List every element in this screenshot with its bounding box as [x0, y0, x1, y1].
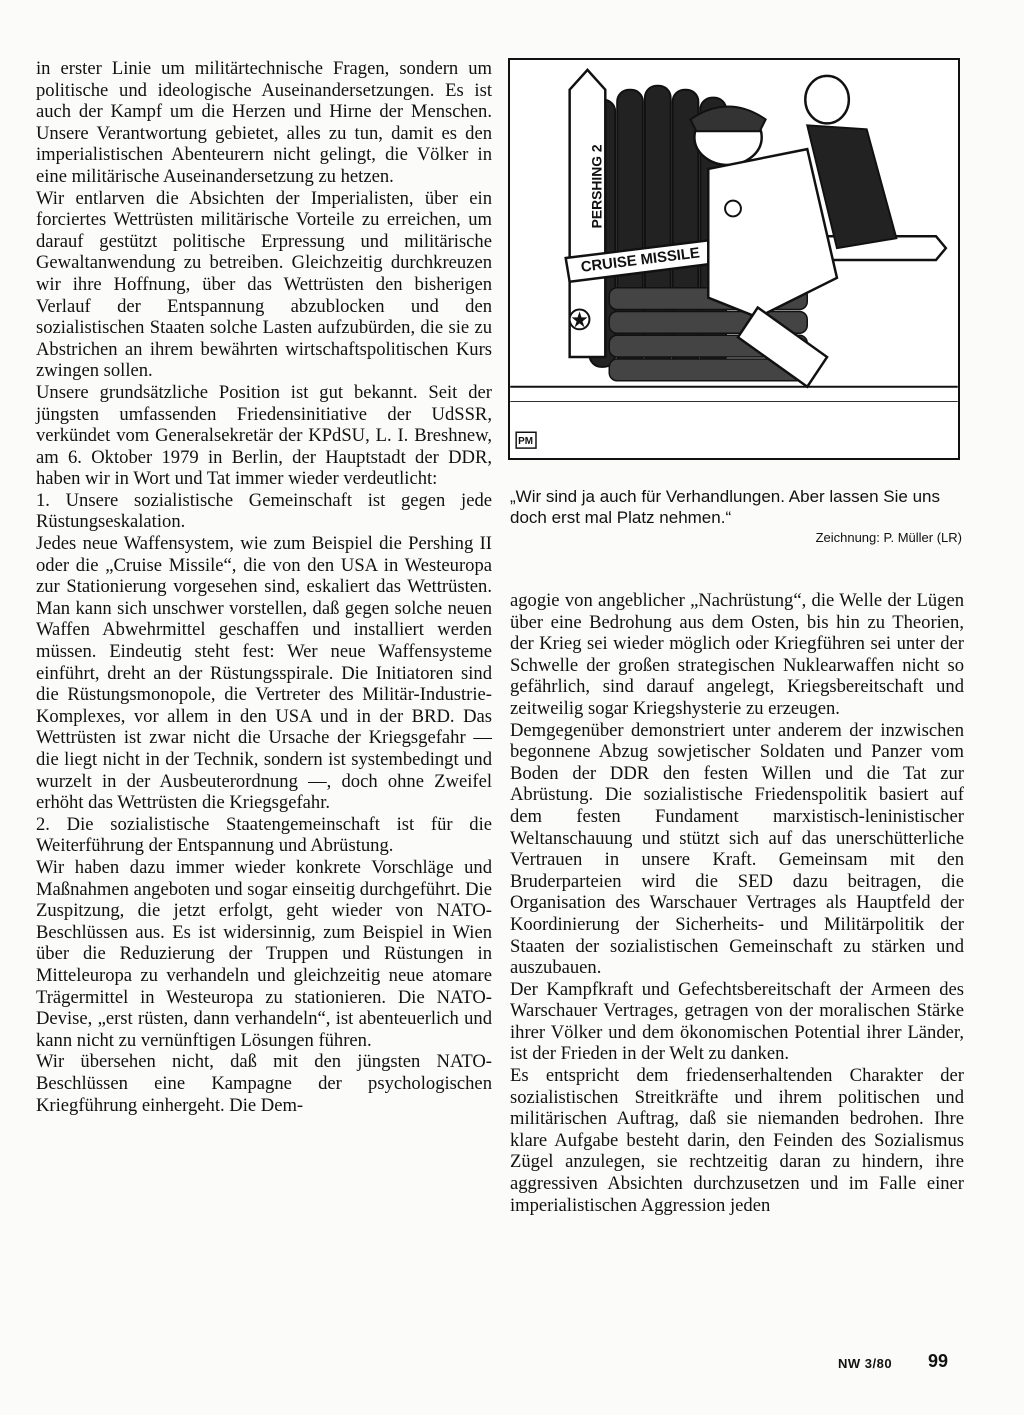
left-column	[36, 58, 492, 1116]
figure-credit: Zeichnung: P. Müller (LR)	[815, 530, 962, 545]
paragraph: in erster Linie um militärtechnische Fragen, sondern um politische und ideologische Auseinandersetzungen. Es ist auch der Kampf um die Herzen und Hirne der Menschen. Unsere Verantwortung gebietet, alles zu tun, damit es den imperialistischen Abenteurern nicht gelingt, die Völker in eine militärische Auseinandersetzung zu hetzen.	[36, 58, 492, 187]
paragraph: Der Kampfkraft und Gefechtsbereitschaft der Armeen des Warschauer Vertrages, getragen von der moralischen Stärke ihrer Völker und dem ökonomischen Potential ihrer Länder, ist der Frieden in der Welt zu danken.	[510, 978, 964, 1065]
figure-caption: „Wir sind ja auch für Verhandlungen. Aber lassen Sie uns doch erst mal Platz nehmen.“	[510, 487, 940, 527]
right-column	[510, 590, 964, 1216]
paragraph: 2. Die sozialistische Staatengemeinschaft ist für die Weiterführung der Entspannung und Abrüstung.	[36, 813, 492, 857]
cruise-missile-label: CRUISE MISSILE	[580, 245, 701, 276]
paragraph: Unsere grundsätzliche Position ist gut bekannt. Seit der jüngsten umfassenden Friedensinitiative der UdSSR, verkündet vom Generalsekretär der KPdSU, L. I. Breshnew, am 6. Oktober 1979 in Berlin, der Hauptstadt der DDR, haben wir in Wort und Tat immer wieder verdeutlicht:	[36, 381, 492, 490]
paragraph: Wir übersehen nicht, daß mit den jüngsten NATO-Beschlüssen eine Kampagne der psychologischen Kriegführung einhergeht. Die Dem-	[36, 1051, 492, 1116]
cartoon-drawing	[510, 60, 958, 458]
paragraph: 1. Unsere sozialistische Gemeinschaft ist gegen jede Rüstungseskalation.	[36, 489, 492, 533]
cartoon-illustration	[508, 58, 960, 460]
page-number: 99	[928, 1351, 949, 1371]
artist-signature: PM	[518, 436, 534, 448]
paragraph: Wir entlarven die Absichten der Imperialisten, über ein forciertes Wettrüsten militärische Vorteile zu erreichen, um darauf gestützt politische Erpressung und militärische Gewaltanwendung zu betreiben. Gleichzeitig durchkreuzen wir ihre Hoffnung, über das Wettrüsten den bisherigen Verlauf der Entspannung abzublocken und den sozialistischen Staaten solche Lasten aufzubürden, die sie zu Abstrichen an ihrem bewährten wirtschaftspolitischen Kurs zwingen sollen.	[36, 187, 492, 382]
paragraph: Es entspricht dem friedenserhaltenden Charakter der sozialistischen Streitkräfte und ihrem politischen und militärischen Auftrag, daß sie niemanden bedrohen. Ihre klare Aufgabe besteht darin, den Feinden des Sozialismus Zügel anzulegen, sie rechtzeitig daran zu hindern, ihre aggressiven Absichten durchzusetzen und im Falle einer imperialistischen Aggression jeden	[510, 1065, 964, 1216]
paragraph: Jedes neue Waffensystem, wie zum Beispiel die Pershing II oder die „Cruise Missile“, die von den USA in Westeuropa zur Stationierung vorgesehen sind, eskaliert das Wettrüsten. Man kann sich unschwer vorstellen, daß gegen solche neuen Waffen Abwehrmittel geschaffen und installiert werden müssen. Eindeutig steht fest: Wer neue Waffensysteme einführt, dreht an der Rüstungsspirale. Die Initiatoren sind die Rüstungsmonopole, die Vertreter des Militär-Industrie-Komplexes, vor allem in den USA und in der BRD. Das Wettrüsten ist zwar nicht die Ursache der Kriegsgefahr — die liegt nicht in der Technik, sondern ist systembedingt und wurzelt in der Ausbeuterordnung —, doch ohne Zweifel erhöht das Wettrüsten die Kriegsgefahr.	[36, 533, 492, 814]
issue-number: NW 3/80	[838, 1356, 893, 1371]
pershing-label: PERSHING 2	[588, 144, 605, 229]
paragraph: Demgegenüber demonstriert unter anderem der inzwischen begonnene Abzug sowjetischer Soldaten und Panzer vom Boden der DDR den festen Willen und die Tat zur Abrüstung. Die sozialistische Friedenspolitik basiert auf dem festen Fundament marxistisch-leninistischer Weltanschauung und stützt sich auf das unerschütterliche Vertrauen in unsere Kraft. Gemeinsam mit den Bruderparteien wird die SED dazu beitragen, die Organisation des Warschauer Vertrages als Hauptfeld der Koordinierung der Sicherheits- und Militärpolitik der Staaten der sozialistischen Gemeinschaft zu stärken und auszubauen.	[510, 719, 964, 979]
paragraph: agogie von angeblicher „Nachrüstung“, die Welle der Lügen über eine Bedrohung aus dem Osten, bis hin zu Theorien, der Krieg sei wieder möglich oder Kriegführen sei unter der Schwelle der großen strategischen Nuklearwaffen nicht so gefährlich, sind darauf angelegt, Kriegsbereitschaft und zeitweilig sogar Kriegshysterie zu erzeugen.	[510, 590, 964, 719]
paragraph: Wir haben dazu immer wieder konkrete Vorschläge und Maßnahmen angeboten und sogar einseitig durchgeführt. Die Zuspitzung, die jetzt erfolgt, geht wieder von NATO-Beschlüssen aus. Es ist widersinnig, zum Beispiel in Wien über die Reduzierung der Truppen und Rüstungen in Mitteleuropa zu verhandeln und gleichzeitig neue atomare Trägermittel in Westeuropa zu stationieren. Die NATO-Devise, „erst rüsten, dann verhandeln“, ist abenteuerlich und kann nicht zu vernünftigen Lösungen führen.	[36, 856, 492, 1051]
